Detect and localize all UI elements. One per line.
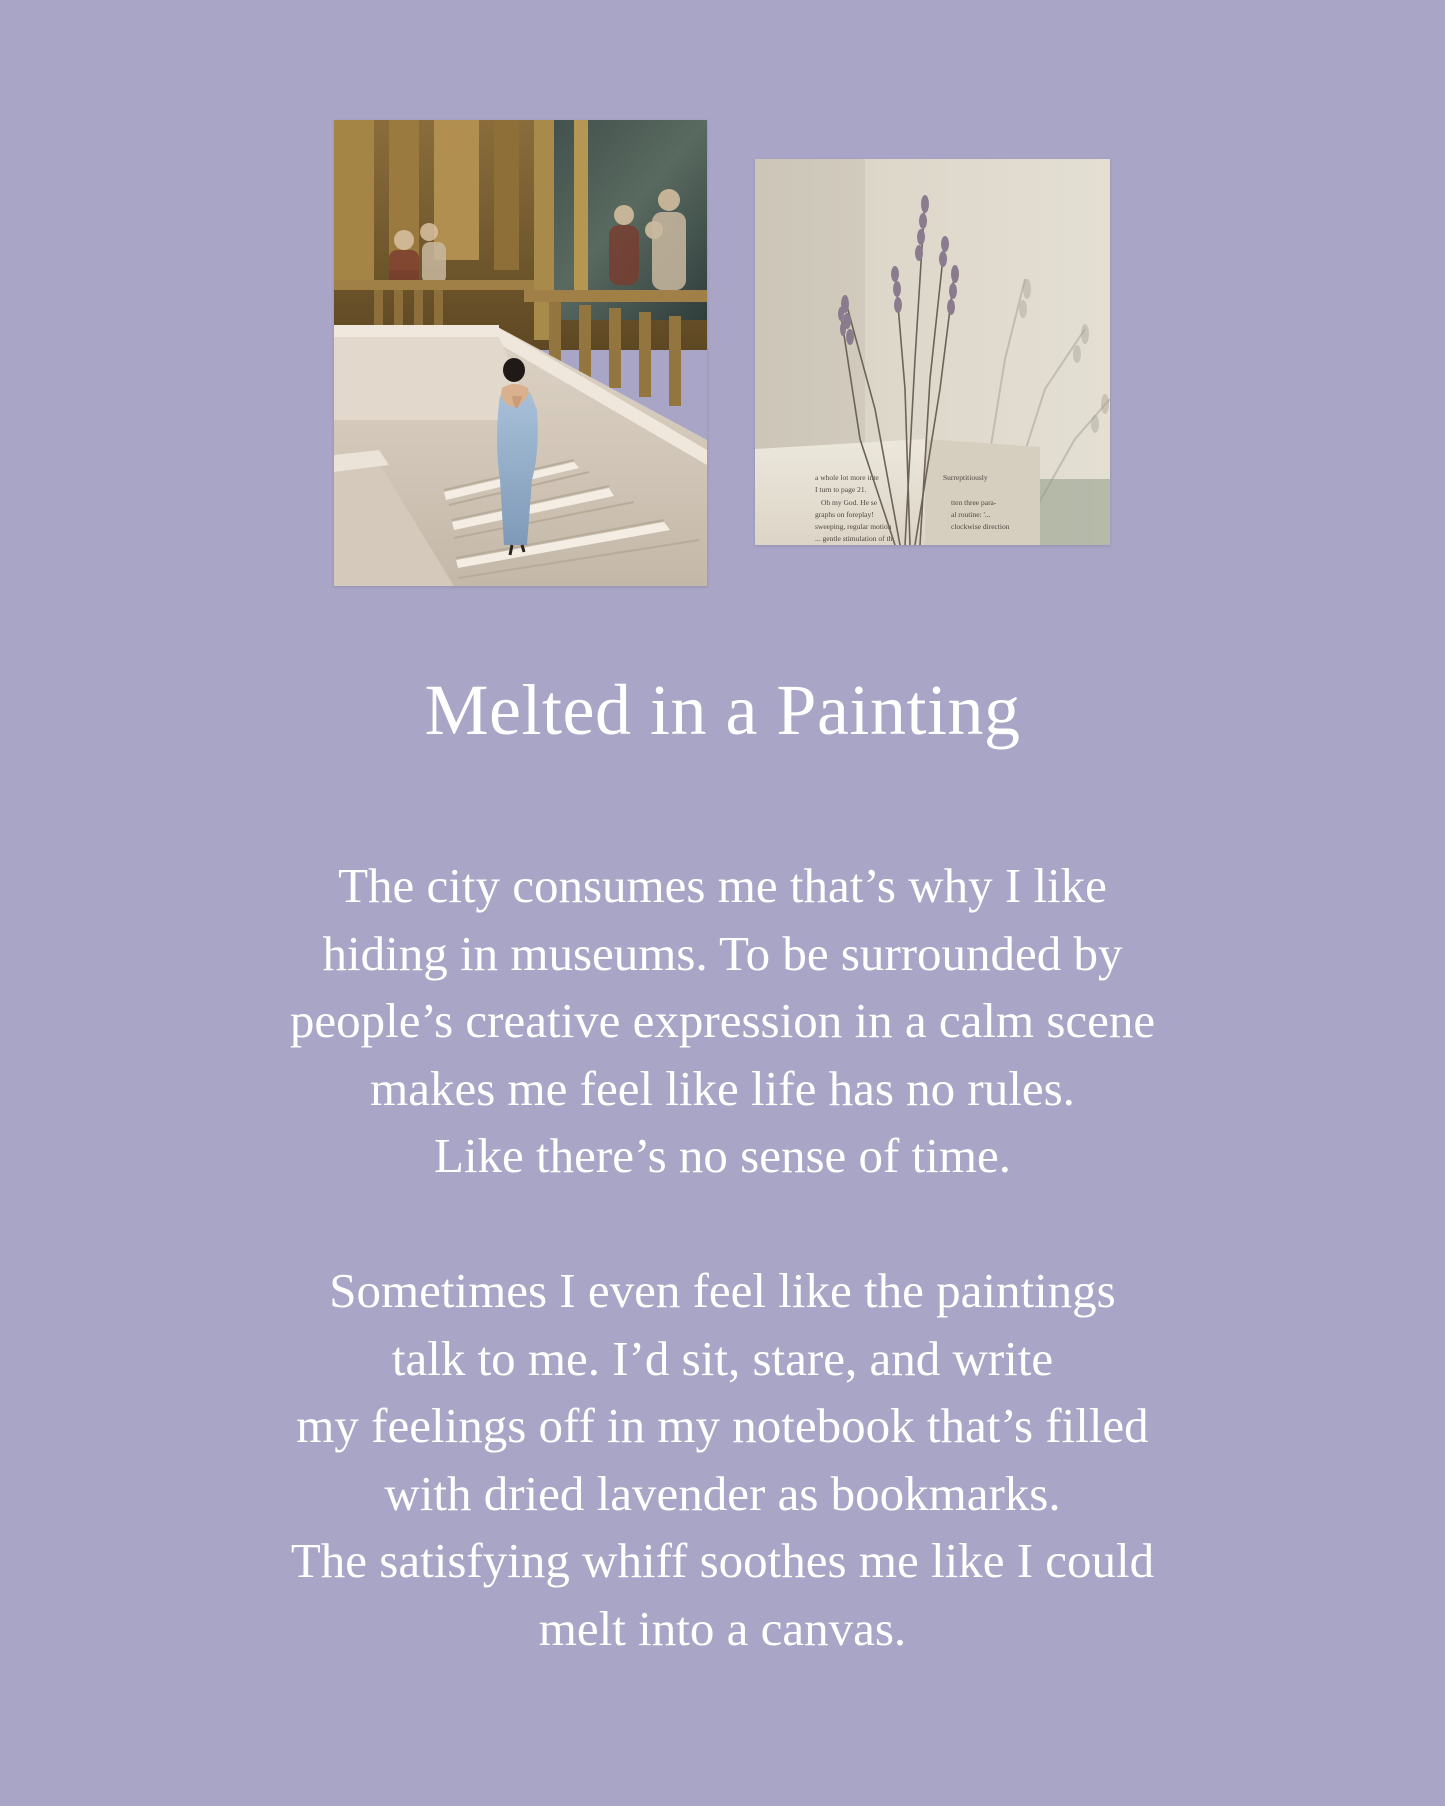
poem-line: melt into a canvas.: [538, 1600, 907, 1656]
svg-text:Surreptitiously: Surreptitiously: [943, 473, 988, 482]
museum-staircase-photo: [334, 120, 707, 586]
poem-line: with dried lavender as bookmarks.: [384, 1465, 1061, 1521]
poem-line: my feelings off in my notebook that’s filled: [296, 1398, 1149, 1453]
poem-line: talk to me. I’d sit, stare, and write: [391, 1330, 1054, 1386]
lavender-book-icon: [755, 159, 1110, 545]
poem-line: Like there’s no sense of time.: [434, 1128, 1011, 1183]
poem-line: makes me feel like life has no rules.: [370, 1060, 1075, 1116]
poem-line: people’s creative expression in a calm scene: [289, 993, 1156, 1048]
svg-text:al routine: '...: al routine: '...: [951, 510, 991, 519]
page-title: Melted in a Painting: [424, 670, 1021, 750]
poem-line: The satisfying whiff soothes me like I could: [290, 1533, 1155, 1588]
lavender-book-photo: [755, 159, 1110, 545]
svg-text:tten three para-: tten three para-: [951, 498, 997, 507]
svg-text:graphs on foreplay!: graphs on foreplay!: [815, 510, 874, 519]
poem-stanza-2: [120, 1257, 1325, 1662]
poem-line: hiding in museums. To be surrounded by: [322, 925, 1123, 981]
svg-text:a whole lot more inte: a whole lot more inte: [815, 473, 879, 482]
museum-staircase-icon: [334, 120, 707, 586]
poem-stanza-1: [120, 852, 1325, 1190]
svg-text:sweeping, regular motion: sweeping, regular motion: [815, 522, 892, 531]
svg-text:clockwise direction: clockwise direction: [951, 522, 1010, 531]
svg-text:Oh my God. He se: Oh my God. He se: [821, 498, 878, 507]
svg-text:I turn to page 21.: I turn to page 21.: [815, 485, 867, 494]
poem-line: The city consumes me that’s why I like: [338, 858, 1107, 913]
svg-text:... gentle stimulation of th: ... gentle stimulation of th: [815, 534, 893, 543]
poem-line: Sometimes I even feel like the paintings: [329, 1263, 1116, 1318]
